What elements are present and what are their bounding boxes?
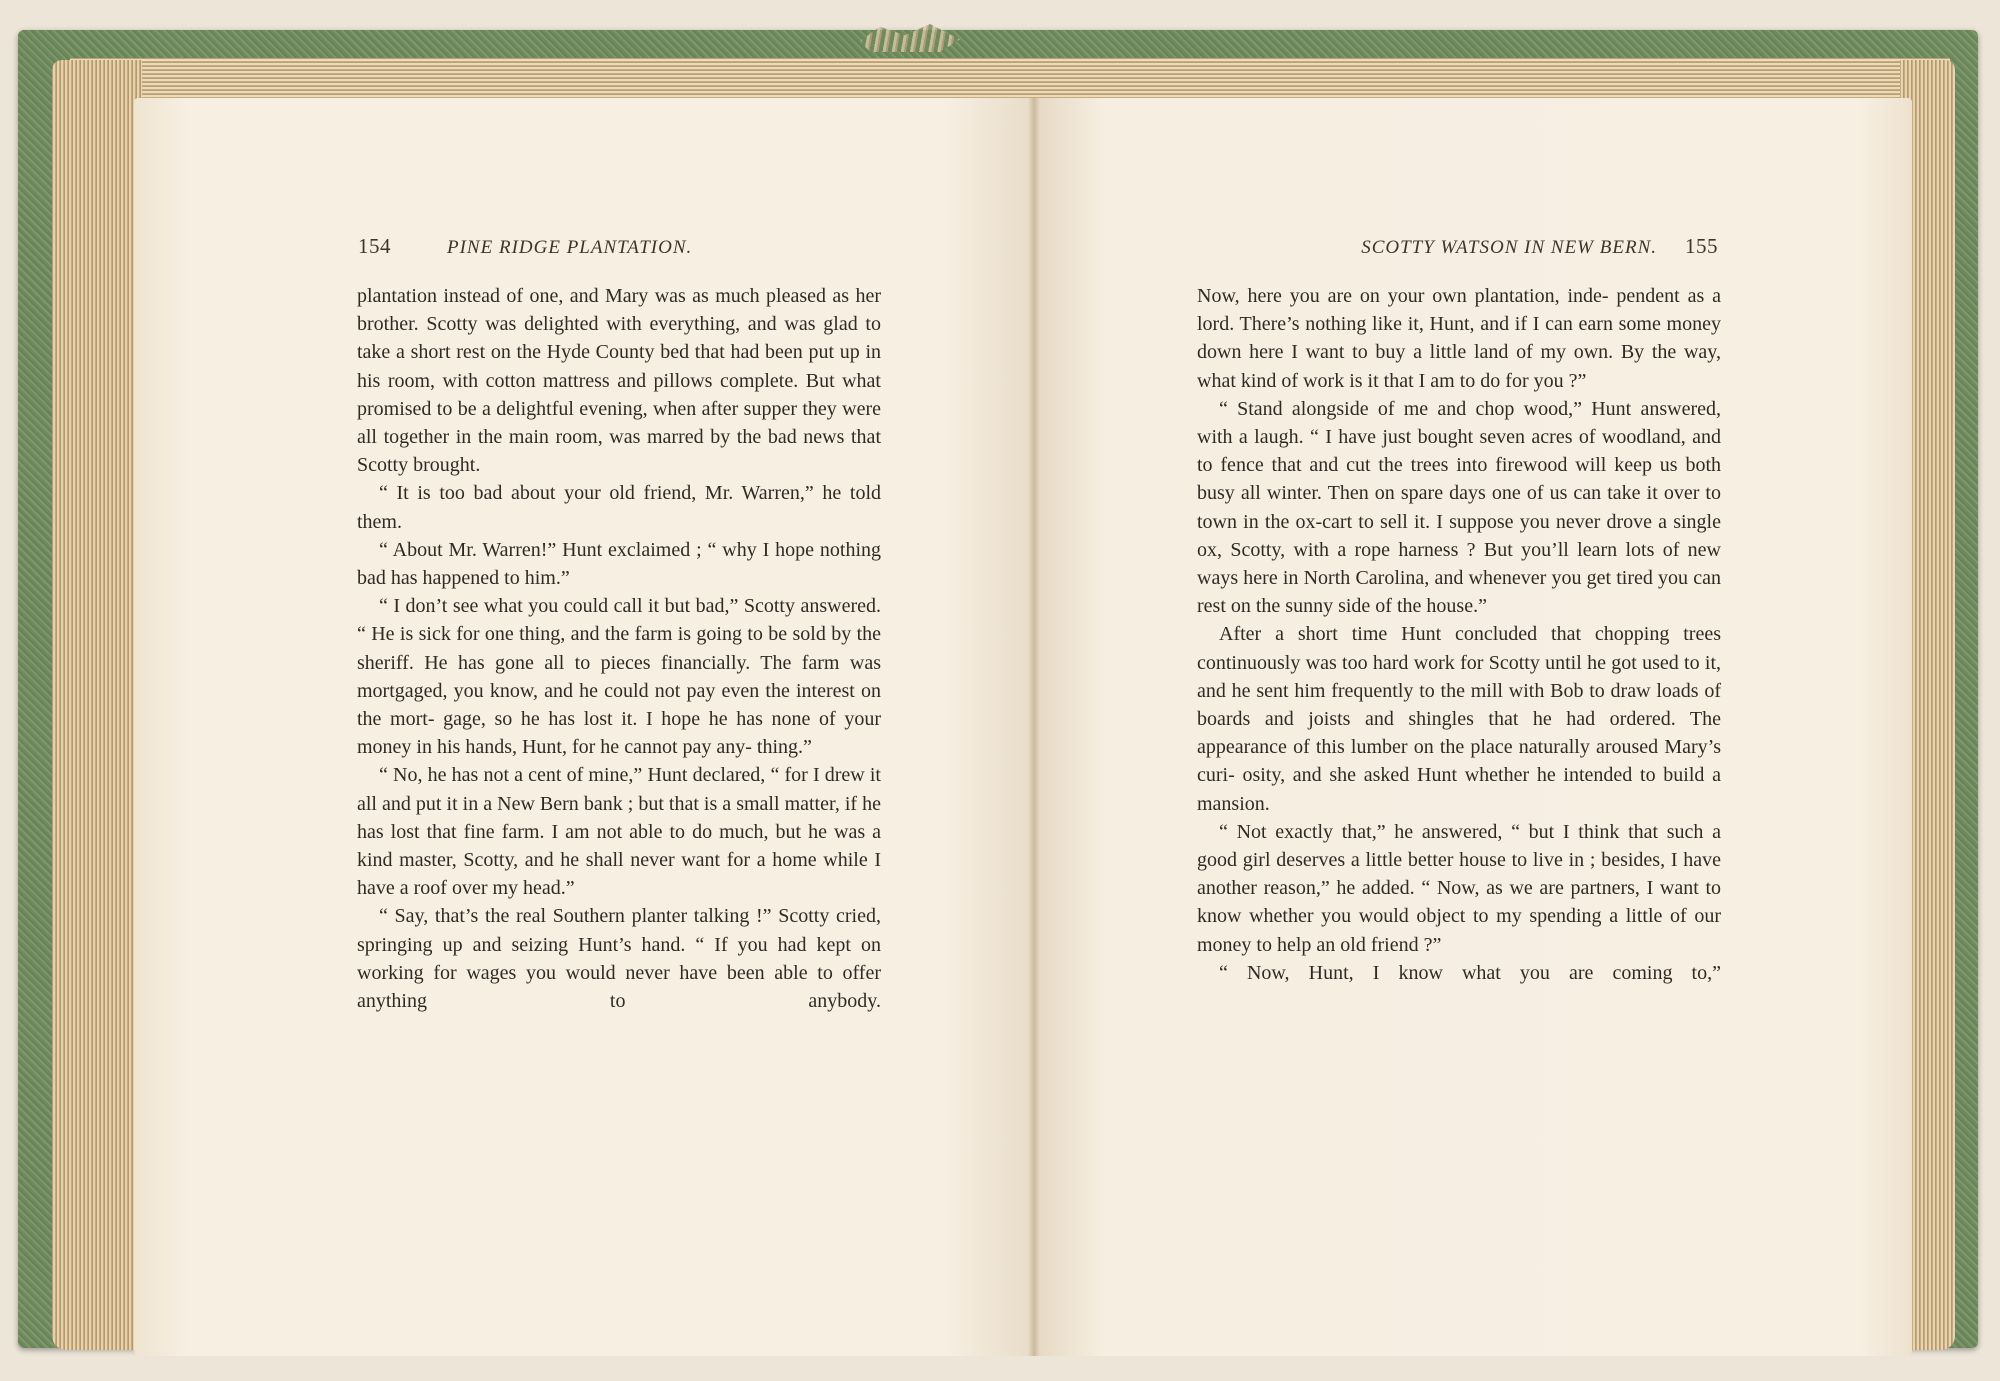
paragraph: “ It is too bad about your old friend, Mr. Warren,” he told them. [357, 482, 881, 533]
paragraph: plantation instead of one, and Mary was as much pleased as her brother. Scotty was delighted with everything, and was glad to take a short rest on the Hyde County bed that had been put up in his room, with cotton mattress and pillows complete. But what promised to be a delightful evening, when after supper they were all together in the main room, was marred by the bad news that Scotty brought. [357, 285, 881, 477]
page-edges-top [70, 58, 1950, 102]
paragraph: “ No, he has not a cent of mine,” Hunt declared, “ for I drew it all and put it in a New Bern bank ; but that is a small matter, if he has lost that fine farm. I am not able to do much, but he was a kind master, Scotty, and he shall never want for a home while I have a roof over my head.” [357, 764, 881, 900]
paragraph: “ Now, Hunt, I know what you are coming to,” [1219, 961, 1721, 984]
right-page-text [1197, 282, 1721, 987]
right-running-title: SCOTTY WATSON IN NEW BERN. [1361, 237, 1657, 258]
page-edges-left [52, 60, 142, 1350]
paragraph: “ Not exactly that,” he answered, “ but I think that such a good girl deserves a little better house to live in ; besides, I have another reason,” he added. “ Now, as we are partners, I want to know whether you would object to my spending a little of our money to help an old friend ?” [1197, 820, 1721, 956]
right-page-number: 155 [1685, 234, 1718, 258]
left-page-text [357, 282, 881, 1015]
paragraph: “ Stand alongside of me and chop wood,” Hunt answered, with a laugh. “ I have just bought seven acres of woodland, and to fence that and cut the trees into firewood will keep us both busy all winter. Then on spare days one of us can take it over to town in the ox-cart to sell it. I suppose you never drove a single ox, Scotty, with a rope harness ? But you’ll learn lots of new ways here in North Carolina, and whenever you get tired you can rest on the sunny side of the house.” [1197, 397, 1721, 618]
paragraph: “ I don’t see what you could call it but bad,” Scotty answered. “ He is sick for one thing, and the farm is going to be sold by the sheriff. He has gone all to pieces financially. The farm was mortgaged, you know, and he could not pay even the interest on the mort- gage, so he has lost it. I hope he has none of your money in his hands, Hunt, for he cannot pay any- thing.” [357, 595, 881, 759]
paragraph: After a short time Hunt concluded that chopping trees continuously was too hard work for Scotty until he got used to it, and he sent him frequently to the mill with Bob to draw loads of boards and joists and shingles that he had ordered. The appearance of this lumber on the place naturally aroused Mary’s curi- osity, and she asked Hunt whether he intended to build a mansion. [1197, 623, 1721, 815]
frayed-spine-top [860, 24, 960, 52]
book-gutter [1028, 98, 1040, 1356]
paragraph: “ Say, that’s the real Southern planter talking !” Scotty cried, springing up and seizing Hunt’s hand. “ If you had kept on working for wages you would never have been able to offer anything to anybody. [357, 905, 881, 1013]
paragraph: “ About Mr. Warren!” Hunt exclaimed ; “ why I hope nothing bad has happened to him.” [357, 538, 881, 590]
paragraph: Now, here you are on your own plantation, inde- pendent as a lord. There’s nothing like it, Hunt, and if I can earn some money down here I want to buy a little land of my own. By the way, what kind of work is it that I am to do for you ?” [1197, 285, 1721, 392]
left-page-number: 154 [358, 234, 391, 258]
left-running-title: PINE RIDGE PLANTATION. [447, 237, 693, 258]
right-running-head [1196, 234, 1718, 264]
left-running-head [358, 234, 880, 264]
